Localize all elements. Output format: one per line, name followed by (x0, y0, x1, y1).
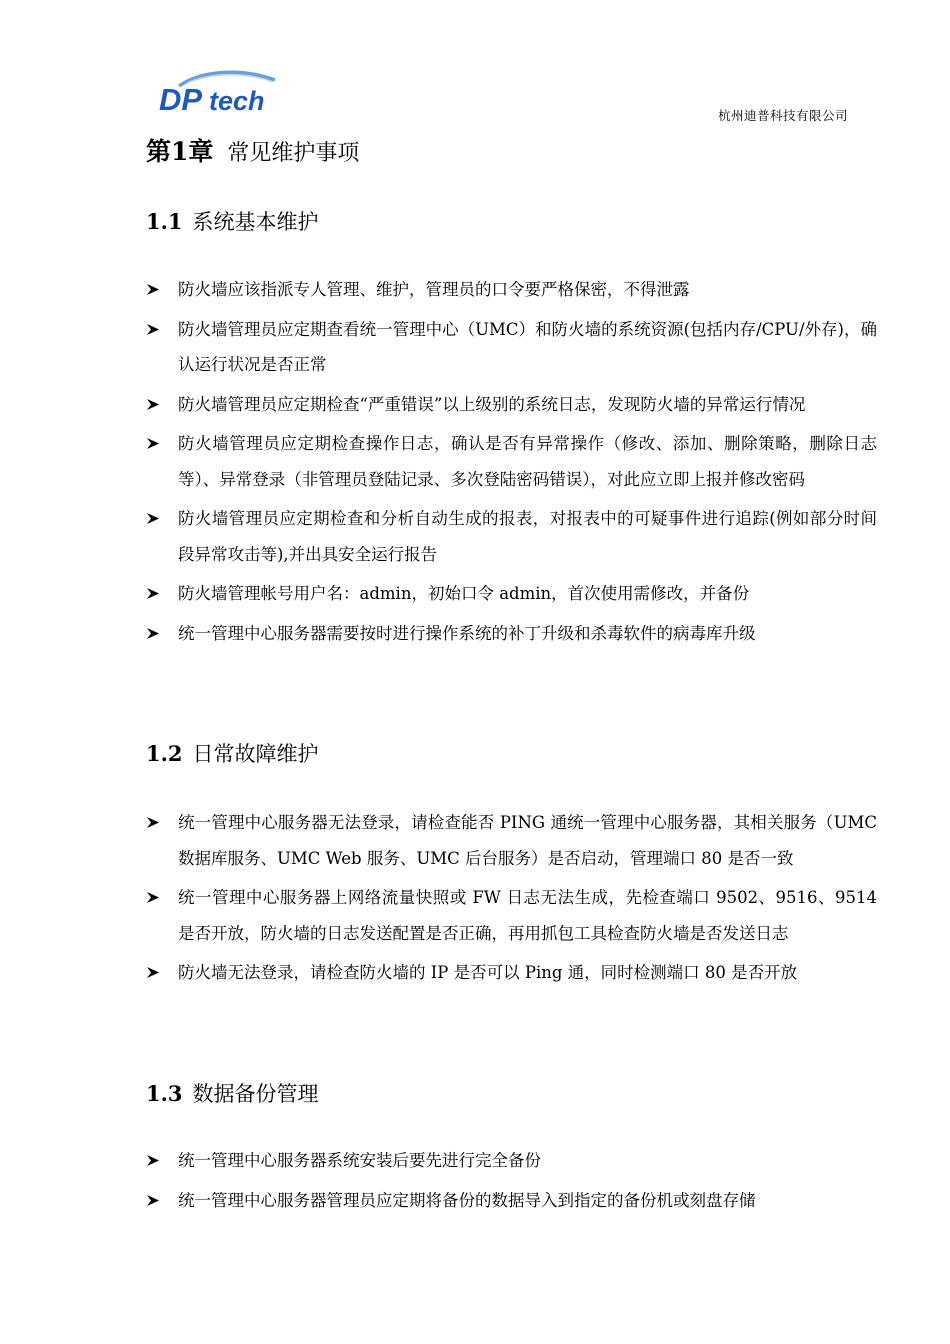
list-item (0, 616, 877, 652)
section-heading-1-3 (146, 1078, 319, 1108)
list-item (0, 312, 877, 383)
list-item (0, 1143, 877, 1179)
list-item-text: 统一管理中心服务器管理员应定期将备份的数据导入到指定的备份机或刻盘存储 (178, 1190, 756, 1210)
chapter-title: 常见维护事项 (227, 141, 360, 166)
section-number: 1.1 (146, 209, 183, 234)
logo-dp-text: DP (159, 82, 203, 116)
section-title: 日常故障维护 (192, 742, 319, 766)
arrowhead-bullet-icon (146, 576, 160, 612)
list-item (0, 805, 877, 876)
list-item-text: 统一管理中心服务器系统安装后要先进行完全备份 (178, 1151, 541, 1170)
section-title: 数据备份管理 (192, 1082, 319, 1106)
list-item (0, 272, 877, 308)
list-item-text: 防火墙管理员应定期检查“严重错误”以上级别的系统日志，发现防火墙的异常运行情况 (178, 394, 806, 414)
section-1-2-list (0, 805, 950, 995)
dptech-logo (157, 66, 279, 116)
arrowhead-bullet-icon (146, 501, 160, 537)
section-number: 1.2 (146, 741, 183, 766)
arrowhead-bullet-icon (146, 272, 160, 308)
list-item-text: 防火墙无法登录，请检查防火墙的 IP 是否可以 Ping 通，同时检测端口 80 是否开放 (178, 963, 798, 982)
list-item (0, 1183, 877, 1219)
section-title: 系统基本维护 (192, 210, 319, 234)
list-item-text: 防火墙管理员应定期检查和分析自动生成的报表，对报表中的可疑事件进行追踪(例如部分时间段异常攻击等),并出具安全运行报告 (178, 509, 877, 564)
logo-tech-text: tech (209, 86, 265, 116)
list-item (0, 576, 877, 612)
section-1-1-list (0, 272, 950, 655)
section-number: 1.3 (146, 1081, 183, 1106)
list-item-text: 统一管理中心服务器上网络流量快照或 FW 日志无法生成，先检查端口 9502、9516、9514 是否开放，防火墙的日志发送配置是否正确，再用抓包工具检查防火墙是否发送日志 (178, 888, 877, 943)
list-item (0, 955, 877, 991)
dptech-logo-graphic (157, 66, 279, 116)
arrowhead-bullet-icon (146, 1183, 160, 1219)
list-item-text: 防火墙管理帐号用户名：admin，初始口令 admin，首次使用需修改，并备份 (178, 584, 750, 603)
section-1-3-list (0, 1143, 950, 1222)
list-item-text: 统一管理中心服务器无法登录，请检查能否 PING 通统一管理中心服务器，其相关服务（UMC 数据库服务、UMC Web 服务、UMC 后台服务）是否启动，管理端口 80 是否一致 (178, 813, 877, 868)
arrowhead-bullet-icon (146, 880, 160, 916)
list-item-text: 防火墙应该指派专人管理、维护，管理员的口令要严格保密，不得泄露 (178, 280, 690, 299)
arrowhead-bullet-icon (146, 387, 160, 423)
arrowhead-bullet-icon (146, 426, 160, 462)
arrowhead-bullet-icon (146, 312, 160, 348)
chapter-number: 第1章 (146, 137, 214, 166)
list-item-text: 防火墙管理员应定期查看统一管理中心（UMC）和防火墙的系统资源(包括内存/CPU/外存)，确认运行状况是否正常 (178, 319, 877, 374)
section-heading-1-1 (146, 206, 319, 236)
list-item (0, 387, 877, 423)
company-name: 杭州迪普科技有限公司 (718, 108, 849, 123)
section-heading-1-2 (146, 738, 319, 768)
arrowhead-bullet-icon (146, 616, 160, 652)
chapter-heading (146, 132, 359, 168)
list-item (0, 426, 877, 497)
arrowhead-bullet-icon (146, 805, 160, 841)
arrowhead-bullet-icon (146, 1143, 160, 1179)
list-item-text: 防火墙管理员应定期检查操作日志，确认是否有异常操作（修改、添加、删除策略，删除日志等）、异常登录（非管理员登陆记录、多次登陆密码错误），对此应立即上报并修改密码 (178, 434, 877, 489)
list-item-text: 统一管理中心服务器需要按时进行操作系统的补丁升级和杀毒软件的病毒库升级 (178, 623, 756, 643)
list-item (0, 501, 877, 572)
arrowhead-bullet-icon (146, 955, 160, 991)
list-item (0, 880, 877, 951)
